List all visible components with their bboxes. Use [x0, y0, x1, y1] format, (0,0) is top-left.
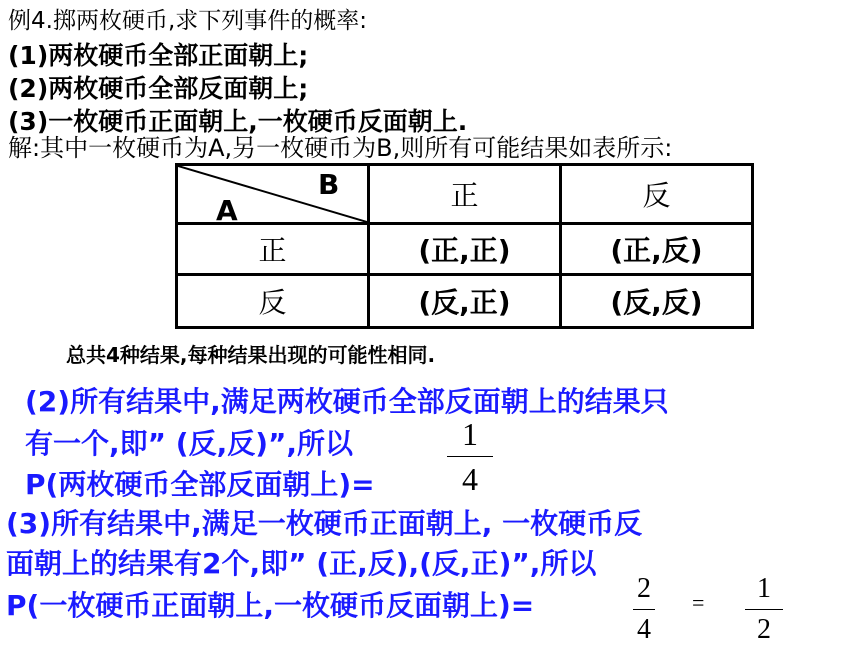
table-row: [177, 275, 753, 328]
fraction-numerator: 1: [757, 573, 771, 604]
fraction-denominator: 4: [462, 461, 478, 497]
solution-intro: 解:其中一枚硬币为A,另一枚硬币为B,则所有可能结果如表所示:: [8, 134, 673, 162]
corner-label-a: A: [216, 194, 238, 227]
fraction-bar: [633, 609, 655, 610]
table-row: [177, 224, 753, 275]
table-cell: (反,反): [561, 275, 753, 328]
fraction-one-quarter: [447, 418, 493, 495]
problem-title: 例4.掷两枚硬币,求下列事件的概率:: [8, 8, 368, 34]
col-header-tails: 反: [561, 165, 753, 224]
table-cell: (反,正): [369, 275, 561, 328]
row-header-heads: 正: [177, 224, 369, 275]
corner-label-b: B: [318, 168, 340, 201]
table-header-row: [177, 165, 753, 224]
col-header-heads: 正: [369, 165, 561, 224]
part2-line2: 有一个,即” (反,反)”,所以: [25, 427, 354, 460]
fraction-two-quarters: [633, 575, 655, 644]
part2-line3: P(两枚硬币全部反面朝上)=: [25, 468, 375, 501]
fraction-bar: [447, 456, 493, 457]
part3-line1: (3)所有结果中,满足一枚硬币正面朝上, 一枚硬币反: [6, 507, 643, 540]
table-cell: (正,正): [369, 224, 561, 275]
fraction-bar: [745, 609, 783, 610]
summary-text: 总共4种结果,每种结果出现的可能性相同.: [66, 343, 436, 367]
part3-line2: 面朝上的结果有2个,即” (正,反),(反,正)”,所以: [6, 547, 597, 580]
fraction-one-half: [745, 575, 783, 644]
equals-sign: =: [692, 590, 705, 615]
fraction-numerator: 1: [462, 416, 478, 452]
part2-line1: (2)所有结果中,满足两枚硬币全部反面朝上的结果只: [25, 385, 669, 418]
table-corner-cell: [177, 165, 369, 227]
fraction-denominator: 4: [637, 614, 651, 645]
fraction-denominator: 2: [757, 614, 771, 645]
question-2: (2)两枚硬币全部反面朝上;: [8, 74, 309, 103]
question-3: (3)一枚硬币正面朝上,一枚硬币反面朝上.: [8, 107, 468, 136]
outcome-table: [175, 163, 754, 329]
part3-line3: P(一枚硬币正面朝上,一枚硬币反面朝上)=: [6, 589, 535, 622]
table-cell: (正,反): [561, 224, 753, 275]
question-1: (1)两枚硬币全部正面朝上;: [8, 41, 309, 70]
fraction-numerator: 2: [637, 573, 651, 604]
row-header-tails: 反: [177, 275, 369, 328]
